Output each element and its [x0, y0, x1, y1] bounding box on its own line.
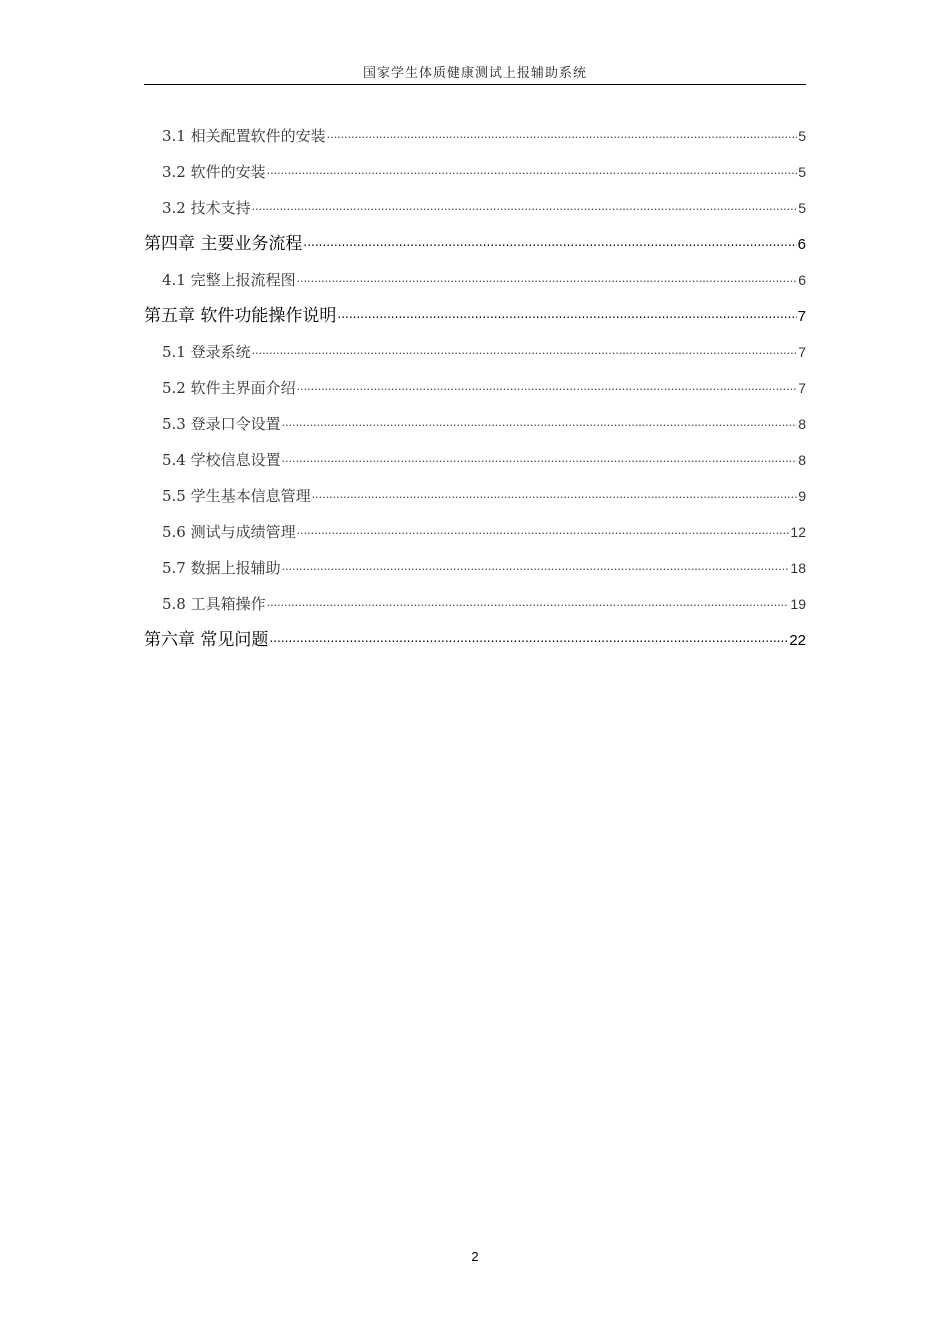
toc-dot-leader — [327, 117, 798, 153]
toc-dot-leader — [252, 189, 798, 225]
toc-dot-leader — [297, 369, 798, 405]
toc-dot-leader — [297, 261, 798, 297]
toc-entry[interactable] — [144, 586, 806, 622]
toc-entry-label: 5.3 登录口令设置 — [162, 415, 281, 433]
toc-chapter-entry[interactable] — [144, 226, 806, 262]
toc-entry-page: 19 — [790, 596, 806, 612]
page-number — [0, 1248, 950, 1266]
toc-entry-page: 5 — [798, 164, 806, 180]
toc-entry[interactable] — [144, 190, 806, 226]
toc-chapter-entry[interactable] — [144, 298, 806, 334]
toc-entry-page: 12 — [790, 524, 806, 540]
toc-entry-label: 3.2 技术支持 — [162, 199, 251, 217]
toc-entry-page: 7 — [798, 344, 806, 360]
toc-entry[interactable] — [144, 370, 806, 406]
header-divider — [144, 84, 806, 85]
toc-entry-page: 7 — [798, 380, 806, 396]
toc-dot-leader — [282, 549, 790, 585]
toc-dot-leader — [282, 441, 798, 477]
toc-entry-label: 5.5 学生基本信息管理 — [162, 487, 311, 505]
toc-entry-label: 第四章 主要业务流程 — [144, 234, 303, 254]
toc-entry-label: 第五章 软件功能操作说明 — [144, 306, 337, 326]
toc-entry-label: 5.2 软件主界面介绍 — [162, 379, 296, 397]
toc-entry[interactable] — [144, 262, 806, 298]
toc-dot-leader — [267, 585, 790, 621]
table-of-contents — [144, 118, 806, 658]
toc-entry-label: 第六章 常见问题 — [144, 630, 269, 650]
toc-dot-leader — [252, 333, 798, 369]
toc-dot-leader — [337, 296, 796, 332]
toc-entry-label: 5.1 登录系统 — [162, 343, 251, 361]
toc-dot-leader — [269, 620, 788, 656]
document-title: 国家学生体质健康测试上报辅助系统 — [362, 66, 587, 81]
toc-entry[interactable] — [144, 514, 806, 550]
toc-dot-leader — [297, 513, 790, 549]
toc-dot-leader — [267, 153, 798, 189]
toc-entry-page: 5 — [798, 200, 806, 216]
toc-entry[interactable] — [144, 154, 806, 190]
toc-entry[interactable] — [144, 118, 806, 154]
toc-entry[interactable] — [144, 550, 806, 586]
toc-chapter-entry[interactable] — [144, 622, 806, 658]
toc-entry-label: 4.1 完整上报流程图 — [162, 271, 296, 289]
toc-entry-page: 6 — [798, 272, 806, 288]
toc-entry-label: 5.4 学校信息设置 — [162, 451, 281, 469]
page-header — [144, 64, 806, 84]
toc-entry-label: 5.6 测试与成绩管理 — [162, 523, 296, 541]
toc-entry-page: 9 — [798, 488, 806, 504]
toc-dot-leader — [282, 405, 798, 441]
toc-dot-leader — [312, 477, 798, 513]
toc-entry-page: 6 — [797, 236, 806, 253]
toc-entry[interactable] — [144, 406, 806, 442]
toc-entry-label: 3.1 相关配置软件的安装 — [162, 127, 326, 145]
toc-entry-label: 5.7 数据上报辅助 — [162, 559, 281, 577]
toc-entry[interactable] — [144, 478, 806, 514]
toc-entry-label: 3.2 软件的安装 — [162, 163, 266, 181]
toc-dot-leader — [303, 224, 796, 260]
toc-entry-page: 7 — [797, 308, 806, 325]
toc-entry-label: 5.8 工具箱操作 — [162, 595, 266, 613]
page-number-text: 2 — [471, 1249, 479, 1264]
toc-entry-page: 5 — [798, 128, 806, 144]
toc-entry[interactable] — [144, 442, 806, 478]
toc-entry-page: 8 — [798, 416, 806, 432]
toc-entry-page: 22 — [789, 632, 806, 649]
toc-entry[interactable] — [144, 334, 806, 370]
toc-entry-page: 18 — [790, 560, 806, 576]
toc-entry-page: 8 — [798, 452, 806, 468]
